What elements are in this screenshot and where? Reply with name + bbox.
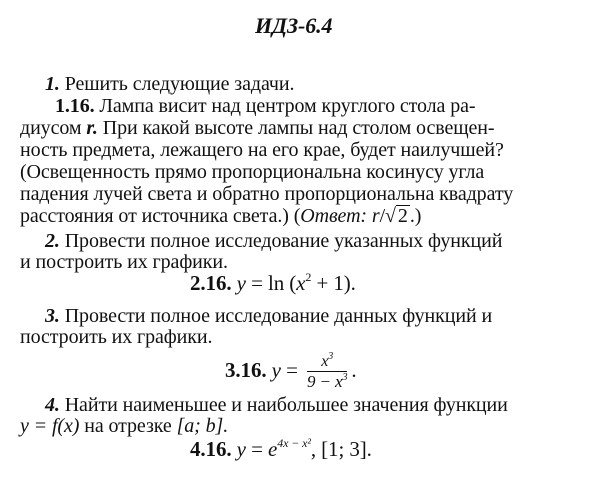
task4-line-1: 4. Найти наименьшее и наибольшее значения функции bbox=[45, 394, 508, 416]
task1-heading bbox=[45, 72, 294, 96]
formula-2-16: 2.16. $y = \ln (x^2 + 1)$. bbox=[190, 270, 356, 295]
formula-4-16: 4.16. $y = e^{4x - x^2}$, [1; 3]. bbox=[190, 436, 372, 461]
task1-line-4: (Освещенность прямо пропорциональна косинусу угла bbox=[20, 161, 485, 183]
task1-line-5: падения лучей света и обратно пропорциональна квадрату bbox=[20, 183, 514, 205]
task2-number: 2. bbox=[45, 230, 60, 252]
sqrt-argument: 2 bbox=[397, 205, 408, 227]
answer-label: Ответ: bbox=[300, 205, 367, 227]
problem-1-16-number: 1.16. bbox=[55, 95, 95, 117]
fraction-numerator: $x^3$ bbox=[307, 353, 347, 372]
task2-line-1: 2. Провести полное исследование указанных функций bbox=[45, 230, 503, 252]
task3-line-2: построить их графики. bbox=[20, 326, 213, 348]
sqrt-sign: √ bbox=[385, 205, 396, 227]
task4-line-2: y = f(x) на отрезке [a; b]. bbox=[20, 415, 229, 437]
task3-number: 3. bbox=[45, 305, 60, 327]
task1-line-1: 1.16. Лампа висит над центром круглого стола ра- bbox=[55, 95, 476, 117]
task1-number: 1. bbox=[45, 73, 60, 95]
fraction-denominator: $9 - x^3$ bbox=[306, 371, 348, 391]
formula-3-16: 3.16. y = $\frac{x^3}{9 - x^3}$ . bbox=[225, 350, 357, 391]
task1-line-6: расстояния от источника света.) (Ответ: r/√ 2 .) bbox=[20, 205, 422, 227]
task3-line-1: 3. Провести полное исследование данных функций и bbox=[45, 305, 493, 327]
task1-line-2: диусом r. При какой высоте лампы над столом освещен- bbox=[20, 117, 495, 139]
document-title: ИДЗ-6.4 bbox=[255, 13, 333, 38]
task1-line-3: ность предмета, лежащего на его крае, будет наилучшей? bbox=[20, 139, 504, 161]
task4-number: 4. bbox=[45, 394, 60, 416]
fraction bbox=[306, 350, 348, 392]
task1-heading-text: Решить следующие задачи. bbox=[64, 73, 295, 95]
task2-line-2: и построить их графики. bbox=[20, 251, 228, 273]
